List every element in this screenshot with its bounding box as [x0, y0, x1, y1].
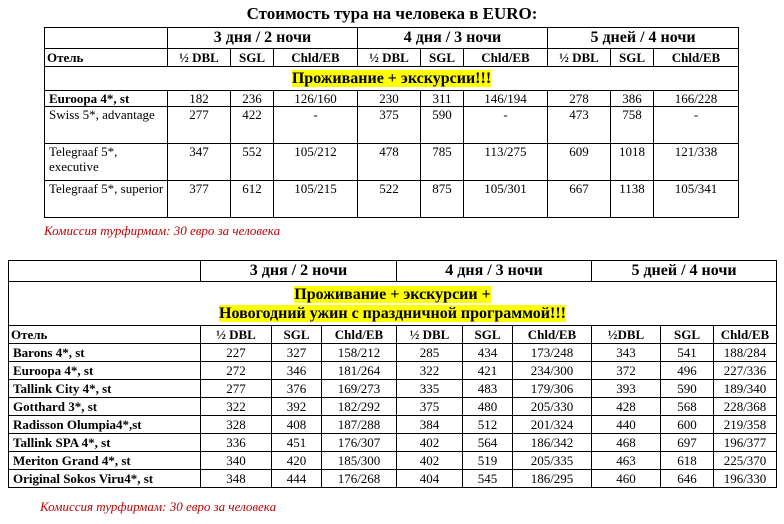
price-cell: 343 [592, 344, 661, 362]
price-cell: 179/306 [513, 380, 592, 398]
price-cell: 278 [548, 91, 611, 107]
price-cell: - [654, 107, 739, 144]
hotel-name: Gotthard 3*, st [9, 398, 201, 416]
price-cell: 522 [358, 181, 421, 218]
hotel-name: Telegraaf 5*, superior [45, 181, 168, 218]
hotel-column-header: Отель [9, 326, 201, 344]
table-row [9, 434, 777, 452]
price-cell: 346 [272, 362, 322, 380]
period-header: 5 дней / 4 ночи [548, 28, 739, 49]
price-cell: 113/275 [464, 144, 548, 181]
corner-cell [45, 28, 168, 49]
price-cell: 219/358 [714, 416, 777, 434]
price-cell: 463 [592, 452, 661, 470]
commission-note: Комиссия турфирмам: 30 евро за человека [40, 499, 277, 514]
price-cell: 196/377 [714, 434, 777, 452]
hotel-name: Radisson Olumpia4*,st [9, 416, 201, 434]
table-row [9, 470, 777, 488]
price-cell: 519 [463, 452, 513, 470]
period-header: 4 дня / 3 ночи [397, 261, 592, 282]
hotel-name: Euroopa 4*, st [9, 362, 201, 380]
table-row [45, 181, 739, 218]
price-cell: 609 [548, 144, 611, 181]
price-cell: 875 [421, 181, 464, 218]
package-banner-line1: Проживание + экскурсии + [294, 285, 491, 303]
period-header: 5 дней / 4 ночи [592, 261, 777, 282]
price-cell: 176/307 [322, 434, 397, 452]
price-cell: 568 [661, 398, 714, 416]
price-cell: 230 [358, 91, 421, 107]
price-cell: 545 [463, 470, 513, 488]
hotel-column-header: Отель [45, 49, 168, 67]
table-row [45, 107, 739, 144]
price-cell: 376 [272, 380, 322, 398]
price-cell: 392 [272, 398, 322, 416]
price-table-2 [8, 260, 777, 488]
price-cell: 422 [231, 107, 274, 144]
price-cell: 384 [397, 416, 463, 434]
price-cell: 420 [272, 452, 322, 470]
table-row [45, 144, 739, 181]
hotel-name: Swiss 5*, advantage [45, 107, 168, 144]
price-cell: 158/212 [322, 344, 397, 362]
price-cell: 182 [168, 91, 231, 107]
price-column-header: Chld/EB [464, 49, 548, 67]
hotel-name: Tallink City 4*, st [9, 380, 201, 398]
price-cell: 393 [592, 380, 661, 398]
price-cell: 440 [592, 416, 661, 434]
price-cell: 182/292 [322, 398, 397, 416]
price-cell: 600 [661, 416, 714, 434]
table-row [9, 398, 777, 416]
price-cell: 196/330 [714, 470, 777, 488]
price-column-header: Chld/EB [274, 49, 358, 67]
hotel-name: Meriton Grand 4*, st [9, 452, 201, 470]
price-cell: 347 [168, 144, 231, 181]
price-cell: 402 [397, 434, 463, 452]
price-cell: 375 [358, 107, 421, 144]
price-column-header: SGL [421, 49, 464, 67]
price-cell: 277 [201, 380, 272, 398]
price-cell: 468 [592, 434, 661, 452]
price-cell: 188/284 [714, 344, 777, 362]
price-column-header: SGL [463, 326, 513, 344]
price-cell: 590 [421, 107, 464, 144]
price-cell: 126/160 [274, 91, 358, 107]
price-cell: 185/300 [322, 452, 397, 470]
period-header: 3 дня / 2 ночи [168, 28, 358, 49]
price-cell: 181/264 [322, 362, 397, 380]
price-cell: 166/228 [654, 91, 739, 107]
price-cell: 105/215 [274, 181, 358, 218]
hotel-name: Original Sokos Viru4*, st [9, 470, 201, 488]
hotel-name: Telegraaf 5*, executive [45, 144, 168, 181]
price-cell: 227 [201, 344, 272, 362]
price-cell: 480 [463, 398, 513, 416]
price-cell: 146/194 [464, 91, 548, 107]
period-header: 4 дня / 3 ночи [358, 28, 548, 49]
price-cell: 105/212 [274, 144, 358, 181]
price-column-header: ½ DBL [168, 49, 231, 67]
price-cell: 236 [231, 91, 274, 107]
corner-cell [9, 261, 201, 282]
price-cell: 758 [611, 107, 654, 144]
table-row [9, 344, 777, 362]
package-banner-text: Проживание + экскурсии!!! [291, 70, 492, 87]
price-cell: 186/342 [513, 434, 592, 452]
price-cell: 697 [661, 434, 714, 452]
price-column-header: ½DBL [592, 326, 661, 344]
price-column-header: ½ DBL [397, 326, 463, 344]
price-cell: 402 [397, 452, 463, 470]
price-column-header: SGL [272, 326, 322, 344]
table-row [9, 380, 777, 398]
price-cell: 1138 [611, 181, 654, 218]
price-cell: 564 [463, 434, 513, 452]
price-cell: 421 [463, 362, 513, 380]
price-cell: 451 [272, 434, 322, 452]
price-cell: 404 [397, 470, 463, 488]
price-cell: 272 [201, 362, 272, 380]
price-cell: 541 [661, 344, 714, 362]
price-cell: 386 [611, 91, 654, 107]
package-banner-line2: Новогодний ужин с праздничной программой!!! [219, 304, 566, 322]
price-cell: 205/335 [513, 452, 592, 470]
price-column-header: Chld/EB [513, 326, 592, 344]
price-cell: 483 [463, 380, 513, 398]
price-cell: 1018 [611, 144, 654, 181]
package-banner [9, 282, 777, 326]
price-cell: - [464, 107, 548, 144]
hotel-name: Euroopa 4*, st [45, 91, 168, 107]
price-cell: 377 [168, 181, 231, 218]
price-cell: 189/340 [714, 380, 777, 398]
price-cell: 205/330 [513, 398, 592, 416]
price-cell: 187/288 [322, 416, 397, 434]
price-cell: 375 [397, 398, 463, 416]
package-banner [45, 67, 739, 91]
price-cell: 512 [463, 416, 513, 434]
price-cell: 234/300 [513, 362, 592, 380]
price-column-header: SGL [661, 326, 714, 344]
price-cell: 667 [548, 181, 611, 218]
price-column-header: ½ DBL [358, 49, 421, 67]
price-cell: 322 [397, 362, 463, 380]
table-row [45, 91, 739, 107]
price-column-header: SGL [611, 49, 654, 67]
price-column-header: SGL [231, 49, 274, 67]
price-cell: 434 [463, 344, 513, 362]
price-cell: 285 [397, 344, 463, 362]
price-cell: 228/368 [714, 398, 777, 416]
price-cell: 173/248 [513, 344, 592, 362]
price-cell: 105/341 [654, 181, 739, 218]
price-column-header: ½ DBL [548, 49, 611, 67]
hotel-name: Tallink SPA 4*, st [9, 434, 201, 452]
price-cell: 428 [592, 398, 661, 416]
price-cell: 618 [661, 452, 714, 470]
price-column-header: Chld/EB [714, 326, 777, 344]
price-cell: 121/338 [654, 144, 739, 181]
price-cell: - [274, 107, 358, 144]
page-title: Стоимость тура на человека в EURO: [246, 4, 538, 23]
price-cell: 176/268 [322, 470, 397, 488]
price-cell: 785 [421, 144, 464, 181]
price-cell: 322 [201, 398, 272, 416]
price-cell: 311 [421, 91, 464, 107]
hotel-name: Barons 4*, st [9, 344, 201, 362]
price-cell: 372 [592, 362, 661, 380]
price-cell: 227/336 [714, 362, 777, 380]
price-cell: 335 [397, 380, 463, 398]
table-row [9, 452, 777, 470]
price-cell: 612 [231, 181, 274, 218]
price-cell: 277 [168, 107, 231, 144]
price-cell: 496 [661, 362, 714, 380]
commission-note: Комиссия турфирмам: 30 евро за человека [44, 223, 281, 238]
price-cell: 328 [201, 416, 272, 434]
price-column-header: ½ DBL [201, 326, 272, 344]
price-table-1 [44, 27, 739, 218]
price-cell: 327 [272, 344, 322, 362]
price-cell: 444 [272, 470, 322, 488]
price-cell: 340 [201, 452, 272, 470]
price-cell: 348 [201, 470, 272, 488]
period-header: 3 дня / 2 ночи [201, 261, 397, 282]
price-column-header: Chld/EB [322, 326, 397, 344]
price-cell: 169/273 [322, 380, 397, 398]
price-cell: 408 [272, 416, 322, 434]
price-cell: 590 [661, 380, 714, 398]
price-cell: 460 [592, 470, 661, 488]
price-cell: 201/324 [513, 416, 592, 434]
table-row [9, 416, 777, 434]
price-cell: 552 [231, 144, 274, 181]
price-cell: 473 [548, 107, 611, 144]
price-cell: 225/370 [714, 452, 777, 470]
price-cell: 105/301 [464, 181, 548, 218]
price-column-header: Chld/EB [654, 49, 739, 67]
price-cell: 646 [661, 470, 714, 488]
table-row [9, 362, 777, 380]
price-cell: 478 [358, 144, 421, 181]
price-cell: 186/295 [513, 470, 592, 488]
price-cell: 336 [201, 434, 272, 452]
